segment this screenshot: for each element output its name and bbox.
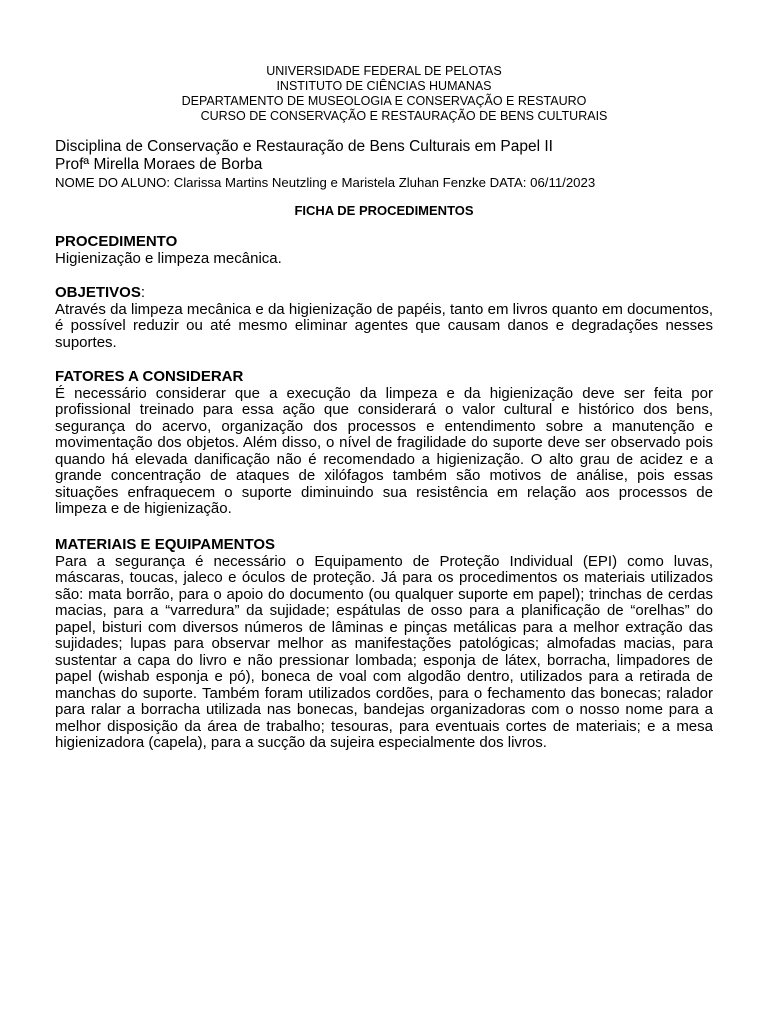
discipline-line: Disciplina de Conservação e Restauração de Bens Culturais em Papel II	[55, 138, 553, 155]
section-materiais	[55, 537, 713, 752]
department-name: DEPARTAMENTO DE MUSEOLOGIA E CONSERVAÇÃO E RESTAURO	[181, 94, 587, 108]
heading-colon: :	[140, 284, 146, 301]
section-heading: PROCEDIMENTO	[55, 233, 178, 250]
course-info	[55, 138, 715, 191]
form-title: FICHA DE PROCEDIMENTOS	[294, 203, 474, 218]
section-heading	[55, 285, 713, 302]
course-name: CURSO DE CONSERVAÇÃO E RESTAURAÇÃO DE BENS CULTURAIS	[200, 109, 608, 123]
section-objetivos	[55, 285, 713, 351]
section-heading: MATERIAIS E EQUIPAMENTOS	[55, 536, 276, 553]
section-text: É necessário considerar que a execução da limpeza e da higienização deve ser feita por profissional treinado para essa ação que considerará o valor cultural e histórico dos bens, segurança do acervo, organização dos processos e entendimento sobre a manutenção e movimentação dos objetos. Além disso, o nível de fragilidade do suporte deve ser observado pois quando há elevada danificação não é recomendado a higienização. O alto grau de acidez e a grande concentração de ataques de xilófagos também são motivos de análise, pois essas situações enfraquecem o suporte diminuindo sua resistência em relação aos processos de limpeza e de higienização.	[55, 384, 713, 517]
professor-line: Profª Mirella Moraes de Borba	[55, 156, 263, 173]
section-procedimento	[55, 234, 713, 267]
section-text: Para a segurança é necessário o Equipamento de Proteção Individual (EPI) como luvas, máscaras, toucas, jaleco e óculos de proteção. Já para os procedimentos os materiais utilizados são: mata borrão, para o apoio do documento (ou qualquer suporte em papel); trinchas de cerdas macias, para a “varredura” da sujidade; espátulas de osso para a planificação de “orelhas” do papel, bisturi com diversos números de lâminas e pinças metálicas para a melhor extração das sujidades; lupas para observar melhor as manifestações patológicas; almofadas macias, para sustentar a capa do livro e não pressionar lombada; esponja de látex, borracha, limpadores de papel (wishab esponja e pó), boneca de voal com algodão dentro, utilizados para a retirada de manchas do suporte. Também foram utilizados cordões, para o fechamento das bonecas; ralador para ralar a borracha utilizada nas bonecas, bandejas organizadoras com o nosso nome para a melhor disposição da área de trabalho; tesouras, para eventuais cortes de materiais; e a mesa higienizadora (capela), para a sucção da sujeira especialmente dos livros.	[55, 552, 713, 751]
university-name: UNIVERSIDADE FEDERAL DE PELOTAS	[266, 64, 502, 78]
section-fatores	[55, 369, 713, 518]
section-text: Higienização e limpeza mecânica.	[55, 249, 282, 267]
section-text: Através da limpeza mecânica e da higienização de papéis, tanto em livros quanto em documentos, é possível reduzir ou até mesmo eliminar agentes que causam danos e degradações nesses suportes.	[55, 300, 713, 351]
institution-header	[0, 64, 768, 124]
student-date-line: NOME DO ALUNO: Clarissa Martins Neutzling e Maristela Zluhan Fenzke DATA: 06/11/2023	[55, 175, 596, 190]
section-heading: FATORES A CONSIDERAR	[55, 368, 244, 385]
section-heading-label: OBJETIVOS	[55, 284, 141, 301]
institute-name: INSTITUTO DE CIÊNCIAS HUMANAS	[276, 79, 492, 93]
